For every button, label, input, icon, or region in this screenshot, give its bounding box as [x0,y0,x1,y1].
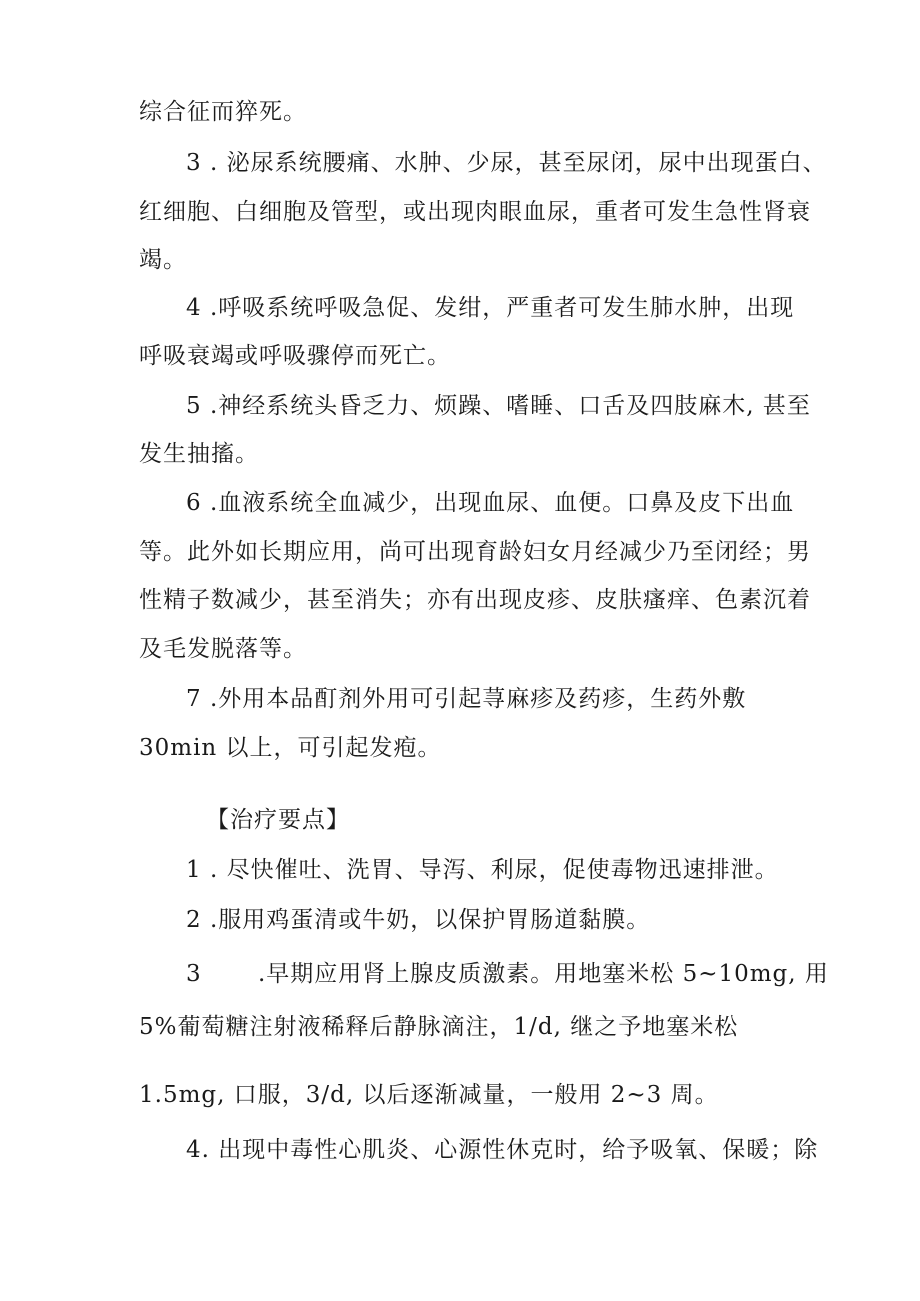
text-line: 综合征而猝死。 [139,99,307,125]
text-line: 3 . 泌尿系统腰痛、水肿、少尿，甚至尿闭，尿中出现蛋白、 [186,150,827,176]
text-line: 6 .血液系统全血减少，出现血尿、血便。口鼻及皮下出血 [186,490,795,516]
text-line: 4. 出现中毒性心肌炎、心源性休克时，给予吸氧、保暖；除 [186,1137,819,1163]
text-line: 红细胞、白细胞及管型，或出现肉眼血尿，重者可发生急性肾衰 [139,199,811,225]
text-line: 7 .外用本品酊剂外用可引起荨麻疹及药疹，生药外敷 [186,686,747,712]
text-line: 性精子数减少，甚至消失；亦有出现皮疹、皮肤瘙痒、色素沉着 [139,587,811,613]
text-line: 及毛发脱落等。 [139,636,307,662]
text-line: 呼吸衰竭或呼吸骤停而死亡。 [139,343,451,369]
text-line: 1.5mg, 口服，3/d, 以后逐渐减量，一般用 2~3 周。 [139,1082,719,1108]
text-line: 竭。 [139,247,187,273]
text-line: 发生抽搐。 [139,441,259,467]
text-line: 30min 以上，可引起发疱。 [139,735,442,761]
text-line: 3 .早期应用肾上腺皮质激素。用地塞米松 5~10mg, 用 [186,961,829,987]
text-line: 1 . 尽快催吐、洗胃、导泻、利尿，促使毒物迅速排泄。 [186,857,779,883]
section-heading: 【治疗要点】 [206,807,350,833]
text-line: 4 .呼吸系统呼吸急促、发绀，严重者可发生肺水肿，出现 [186,295,795,321]
text-line: 5 .神经系统头昏乏力、烦躁、嗜睡、口舌及四肢麻木, 甚至 [186,393,811,419]
text-line: 等。此外如长期应用，尚可出现育龄妇女月经减少乃至闭经；男 [139,539,811,565]
text-line: 5%葡萄糖注射液稀释后静脉滴注，1/d, 继之予地塞米松 [139,1014,739,1040]
text-line: 2 .服用鸡蛋清或牛奶，以保护胃肠道黏膜。 [186,907,651,933]
